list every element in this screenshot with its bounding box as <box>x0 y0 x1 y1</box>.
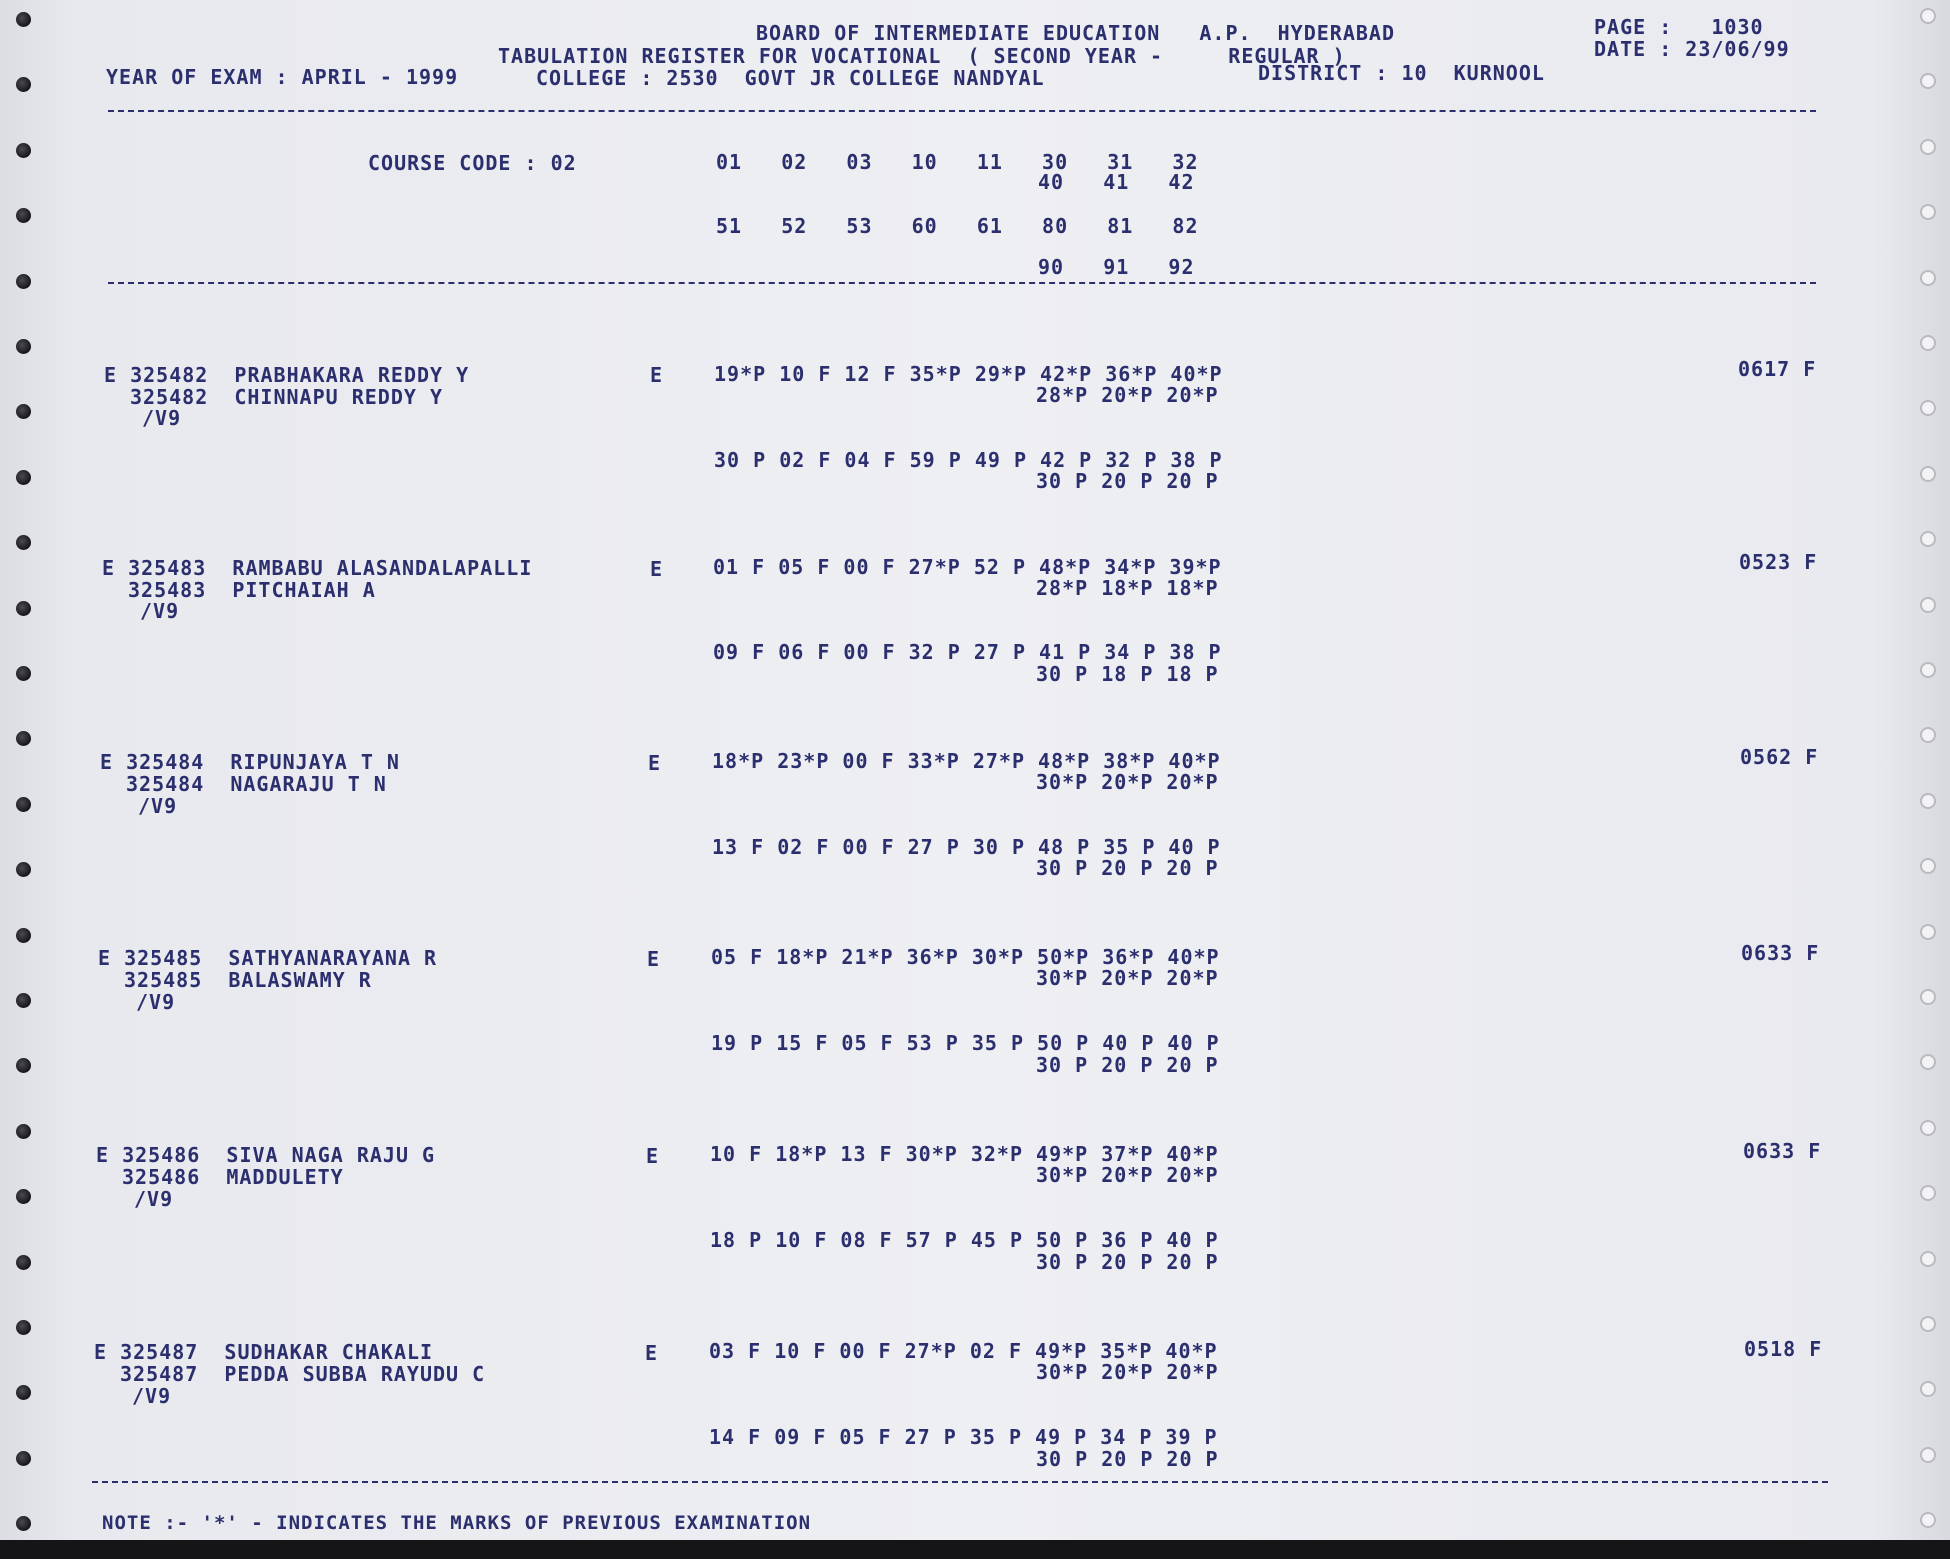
marks-total: 18 P 10 F 08 F 57 P 45 P 50 P 36 P 40 P <box>710 1228 1219 1252</box>
student-code: /V9 <box>136 990 176 1014</box>
right-tractor-feed <box>1910 0 1950 1540</box>
print-date: DATE : 23/06/99 <box>1594 37 1790 61</box>
father-name: 325486 MADDULETY <box>122 1165 344 1189</box>
marks-total-b: 30 P 20 P 20 P <box>1036 1447 1219 1471</box>
feed-hole <box>16 12 31 27</box>
district-line: DISTRICT : 10 KURNOOL <box>1258 61 1545 85</box>
medium: E <box>646 1144 660 1168</box>
feed-hole <box>1920 73 1936 89</box>
feed-hole <box>16 666 31 681</box>
marks-current-b: 30*P 20*P 20*P <box>1036 966 1219 990</box>
feed-hole <box>1920 727 1936 743</box>
feed-hole <box>1920 335 1936 351</box>
medium: E <box>647 947 661 971</box>
feed-hole <box>1920 662 1936 678</box>
grand-total-result: 0617 F <box>1738 357 1817 381</box>
feed-hole <box>1920 793 1936 809</box>
student-id-name: E 325484 RIPUNJAYA T N <box>100 750 400 774</box>
feed-hole <box>1920 858 1936 874</box>
marks-current: 10 F 18*P 13 F 30*P 32*P 49*P 37*P 40*P <box>710 1142 1219 1166</box>
feed-hole <box>1920 1251 1936 1267</box>
feed-hole <box>1920 1120 1936 1136</box>
course-rule <box>108 282 1816 284</box>
marks-current-b: 30*P 20*P 20*P <box>1036 1360 1219 1384</box>
father-name: 325483 PITCHAIAH A <box>128 578 376 602</box>
grand-total-result: 0523 F <box>1739 550 1818 574</box>
feed-hole <box>16 535 31 550</box>
student-code: /V9 <box>142 406 182 430</box>
father-name: 325482 CHINNAPU REDDY Y <box>130 385 443 409</box>
subject-codes-row1b: 40 41 42 <box>1038 170 1195 194</box>
feed-hole <box>1920 531 1936 547</box>
marks-current: 05 F 18*P 21*P 36*P 30*P 50*P 36*P 40*P <box>711 945 1220 969</box>
feed-hole <box>1920 1054 1936 1070</box>
marks-total-b: 30 P 20 P 20 P <box>1036 856 1219 880</box>
marks-total: 30 P 02 F 04 F 59 P 49 P 42 P 32 P 38 P <box>714 448 1223 472</box>
student-id-name: E 325487 SUDHAKAR CHAKALI <box>94 1340 434 1364</box>
year-of-exam: YEAR OF EXAM : APRIL - 1999 <box>106 65 459 89</box>
grand-total-result: 0633 F <box>1741 941 1820 965</box>
student-code: /V9 <box>140 599 180 623</box>
medium: E <box>645 1341 659 1365</box>
feed-hole <box>16 470 31 485</box>
feed-hole <box>16 1516 31 1531</box>
marks-current-b: 28*P 18*P 18*P <box>1036 576 1219 600</box>
marks-current: 19*P 10 F 12 F 35*P 29*P 42*P 36*P 40*P <box>714 362 1223 386</box>
marks-total-b: 30 P 20 P 20 P <box>1036 1250 1219 1274</box>
feed-hole <box>1920 139 1936 155</box>
father-name: 325487 PEDDA SUBBA RAYUDU C <box>120 1362 486 1386</box>
feed-hole <box>1920 270 1936 286</box>
grand-total-result: 0562 F <box>1740 745 1819 769</box>
feed-hole <box>1920 1185 1936 1201</box>
feed-hole <box>16 143 31 158</box>
feed-hole <box>16 1255 31 1270</box>
student-id-name: E 325483 RAMBABU ALASANDALAPALLI <box>102 556 533 580</box>
marks-total: 19 P 15 F 05 F 53 P 35 P 50 P 40 P 40 P <box>711 1031 1220 1055</box>
father-name: 325484 NAGARAJU T N <box>126 772 387 796</box>
feed-hole <box>16 928 31 943</box>
feed-hole <box>1920 924 1936 940</box>
subject-codes-row1: 01 02 03 10 11 30 31 32 <box>716 150 1199 174</box>
board-title: BOARD OF INTERMEDIATE EDUCATION A.P. HYDERABAD <box>756 21 1396 45</box>
marks-total: 09 F 06 F 00 F 32 P 27 P 41 P 34 P 38 P <box>713 640 1222 664</box>
student-code: /V9 <box>138 794 178 818</box>
marks-current-b: 30*P 20*P 20*P <box>1036 1163 1219 1187</box>
left-tractor-feed <box>0 0 40 1540</box>
feed-hole <box>16 77 31 92</box>
course-code: COURSE CODE : 02 <box>368 151 577 175</box>
feed-hole <box>16 1385 31 1400</box>
feed-hole <box>16 601 31 616</box>
marks-total: 14 F 09 F 05 F 27 P 35 P 49 P 34 P 39 P <box>709 1425 1218 1449</box>
feed-hole <box>1920 1381 1936 1397</box>
marks-current-b: 28*P 20*P 20*P <box>1036 383 1219 407</box>
feed-hole <box>16 1124 31 1139</box>
student-id-name: E 325485 SATHYANARAYANA R <box>98 946 438 970</box>
feed-hole <box>16 1320 31 1335</box>
feed-hole <box>1920 1447 1936 1463</box>
page-number: PAGE : 1030 <box>1594 15 1764 39</box>
header-rule <box>108 110 1816 112</box>
feed-hole <box>16 993 31 1008</box>
marks-total-b: 30 P 18 P 18 P <box>1036 662 1219 686</box>
feed-hole <box>1920 1316 1936 1332</box>
medium: E <box>648 751 662 775</box>
footnote: NOTE :- '*' - INDICATES THE MARKS OF PREVIOUS EXAMINATION <box>102 1512 812 1534</box>
feed-hole <box>16 731 31 746</box>
scanner-background <box>0 1540 1950 1559</box>
feed-hole <box>1920 1512 1936 1528</box>
feed-hole <box>16 1058 31 1073</box>
feed-hole <box>1920 597 1936 613</box>
marks-current: 03 F 10 F 00 F 27*P 02 F 49*P 35*P 40*P <box>709 1339 1218 1363</box>
feed-hole <box>16 339 31 354</box>
student-code: /V9 <box>132 1384 172 1408</box>
father-name: 325485 BALASWAMY R <box>124 968 372 992</box>
feed-hole <box>1920 466 1936 482</box>
marks-current-b: 30*P 20*P 20*P <box>1036 770 1219 794</box>
feed-hole <box>16 208 31 223</box>
medium: E <box>650 557 664 581</box>
student-id-name: E 325486 SIVA NAGA RAJU G <box>96 1143 436 1167</box>
subject-codes-row3: 90 91 92 <box>1038 255 1195 279</box>
feed-hole <box>16 274 31 289</box>
footer-rule <box>92 1481 1828 1483</box>
marks-total-b: 30 P 20 P 20 P <box>1036 1053 1219 1077</box>
student-id-name: E 325482 PRABHAKARA REDDY Y <box>104 363 470 387</box>
feed-hole <box>1920 400 1936 416</box>
college-line: COLLEGE : 2530 GOVT JR COLLEGE NANDYAL <box>536 66 1045 90</box>
feed-hole <box>16 1189 31 1204</box>
feed-hole <box>1920 204 1936 220</box>
student-code: /V9 <box>134 1187 174 1211</box>
marks-current: 01 F 05 F 00 F 27*P 52 P 48*P 34*P 39*P <box>713 555 1222 579</box>
grand-total-result: 0633 F <box>1743 1139 1822 1163</box>
subject-codes-row2: 51 52 53 60 61 80 81 82 <box>716 214 1199 238</box>
marks-current: 18*P 23*P 00 F 33*P 27*P 48*P 38*P 40*P <box>712 749 1221 773</box>
marks-total: 13 F 02 F 00 F 27 P 30 P 48 P 35 P 40 P <box>712 835 1221 859</box>
feed-hole <box>16 404 31 419</box>
feed-hole <box>1920 989 1936 1005</box>
grand-total-result: 0518 F <box>1744 1337 1823 1361</box>
register-title: TABULATION REGISTER FOR VOCATIONAL ( SECOND YEAR - REGULAR ) <box>498 44 1346 68</box>
medium: E <box>650 363 664 387</box>
feed-hole <box>16 797 31 812</box>
marks-total-b: 30 P 20 P 20 P <box>1036 469 1219 493</box>
feed-hole <box>16 862 31 877</box>
feed-hole <box>16 1451 31 1466</box>
feed-hole <box>1920 8 1936 24</box>
